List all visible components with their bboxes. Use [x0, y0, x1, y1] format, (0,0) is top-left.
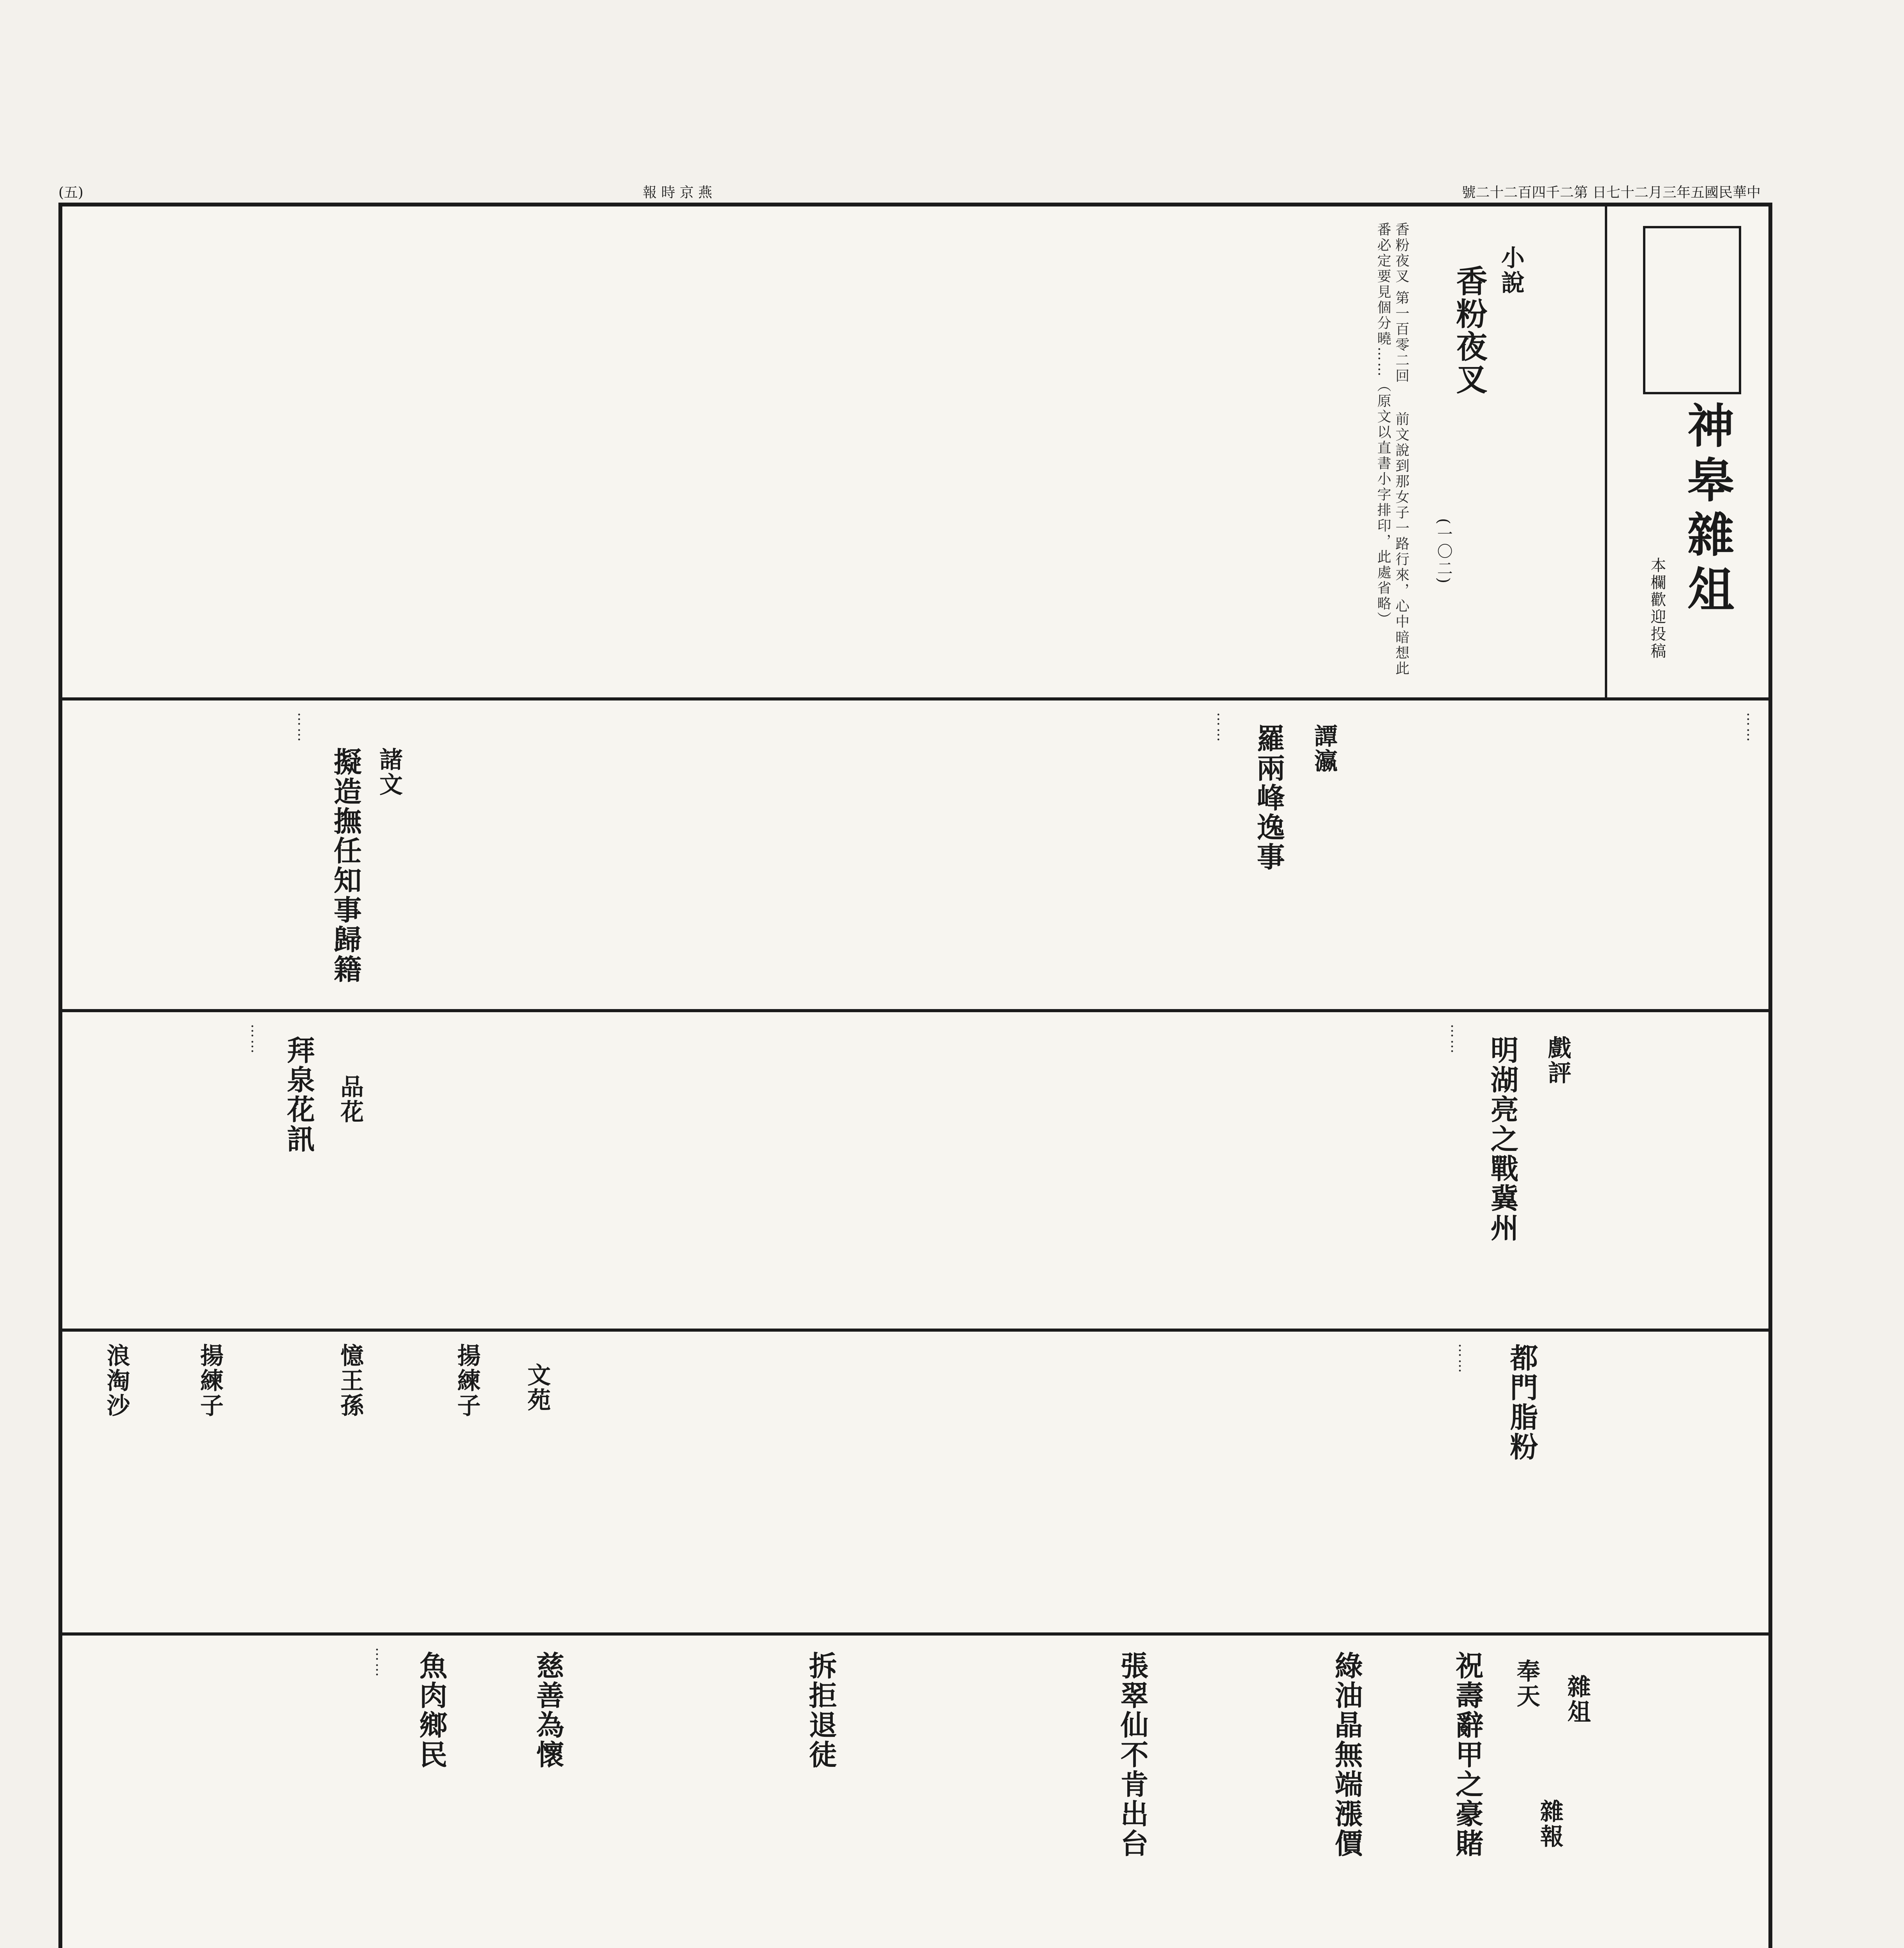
novel-part: (一〇二) — [1435, 518, 1453, 585]
row-novel — [62, 206, 1768, 697]
flower-body: …… — [248, 1024, 264, 1055]
drama-title: 明湖亮之戰冀州 — [1486, 1036, 1519, 1243]
news-2: 綠油晶無端漲價 — [1330, 1651, 1363, 1858]
flower-title: 拜泉花訊 — [282, 1036, 316, 1154]
section-misc: 雜俎 — [1564, 1675, 1591, 1724]
column-subtitle: 本欄歡迎投稿 — [1648, 557, 1666, 660]
poem-2: 憶王孫 — [337, 1343, 364, 1418]
poem-1: 揚練子 — [453, 1343, 481, 1418]
newspaper-page — [58, 203, 1772, 1948]
talk-body-right: …… — [1744, 712, 1760, 743]
news-5: 慈善為懷 — [531, 1651, 565, 1770]
section-drama: 戲評 — [1544, 1036, 1571, 1085]
divider — [1605, 206, 1607, 697]
novel-title: 香粉夜叉 — [1451, 265, 1488, 396]
preface-title: 擬造撫任知事歸籍 — [329, 747, 362, 984]
section-novel: 小說 — [1497, 245, 1525, 295]
news-4: 拆拒退徒 — [804, 1651, 837, 1770]
column-title: 神皋雜俎 — [1680, 401, 1735, 619]
preface-body: …… — [295, 712, 311, 743]
poem-1b: 揚練子 — [196, 1343, 224, 1418]
edition-header — [58, 183, 1772, 203]
drama-body: …… — [1448, 1024, 1464, 1055]
talk-body: …… — [1214, 712, 1230, 743]
section-talk: 譚瀛 — [1310, 724, 1338, 774]
literature-body: …… — [1456, 1343, 1472, 1375]
edition-left: (五) — [58, 185, 84, 201]
news-body: …… — [373, 1647, 389, 1678]
novel-body: 香粉夜叉 第一百零二回 前文說到那女子一路行來，心中暗想此番必定要見個分曉……（原文以直書小字排印，此處省略） — [1375, 222, 1409, 677]
drama-sub: 都門脂粉 — [1505, 1343, 1539, 1462]
news-3: 張翠仙不肯出台 — [1116, 1651, 1149, 1858]
masthead — [1613, 214, 1753, 705]
row-literature — [62, 1329, 1768, 1632]
row-drama — [62, 1009, 1768, 1329]
talk-title: 羅兩峰逸事 — [1252, 724, 1285, 872]
edition-center: 報 時 京 燕 — [643, 185, 712, 201]
section-flower: 品花 — [337, 1075, 364, 1124]
poem-3: 浪淘沙 — [103, 1343, 130, 1418]
section-literature: 文苑 — [524, 1363, 551, 1413]
news-1: 祝壽辭甲之豪賭 — [1451, 1651, 1484, 1858]
section-preface: 諸文 — [376, 747, 403, 797]
district-tianjin: 奉天 — [1513, 1659, 1540, 1709]
section-jing: 雜報 — [1536, 1799, 1564, 1849]
news-6: 魚肉鄉民 — [414, 1651, 448, 1770]
row-news — [62, 1632, 1768, 1948]
edition-right: 號二十二百四千二第 日七十二月三年五國民華中 — [1461, 185, 1761, 201]
row-talk — [62, 697, 1768, 1009]
logo-box — [1643, 226, 1741, 394]
